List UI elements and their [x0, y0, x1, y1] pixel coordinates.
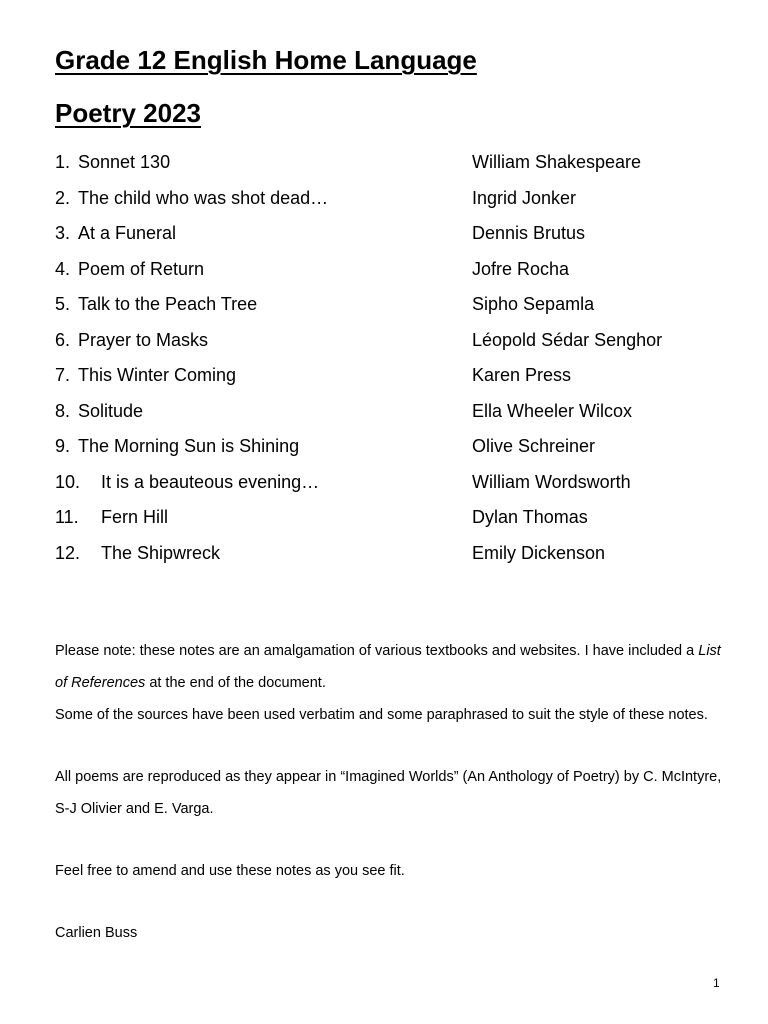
- poem-number: 4.: [55, 258, 71, 279]
- poem-list-item: [55, 326, 735, 362]
- poem-author: Dylan Thomas: [472, 507, 588, 527]
- poem-number: 6.: [55, 329, 71, 350]
- poem-author: Olive Schreiner: [472, 436, 596, 456]
- document-subtitle: Poetry 2023: [55, 98, 201, 128]
- poem-title: Poem of Return: [78, 258, 205, 279]
- spacer: [55, 825, 735, 855]
- poem-author: Sipho Sepamla: [472, 294, 595, 314]
- spacer: [55, 887, 735, 917]
- poem-author: Dennis Brutus: [472, 223, 586, 243]
- poem-number: 3.: [55, 223, 71, 243]
- poem-list-item: [55, 468, 735, 504]
- spacer: [55, 731, 735, 761]
- poem-list-item: [55, 432, 735, 468]
- poem-number: 5.: [55, 294, 71, 314]
- note-paragraph: [55, 635, 735, 699]
- sources-paragraph: Some of the sources have been used verbatim and some paraphrased to suit the style of these notes.: [55, 707, 708, 723]
- poem-list-item: [55, 503, 735, 539]
- poem-author: Jofre Rocha: [472, 258, 570, 279]
- poem-title: This Winter Coming: [78, 365, 237, 385]
- poem-author: William Wordsworth: [472, 471, 631, 492]
- poem-title: At a Funeral: [78, 223, 177, 243]
- poem-author: Léopold Sédar Senghor: [472, 329, 663, 350]
- page-number: 1: [713, 976, 720, 990]
- poem-author: William Shakespeare: [472, 152, 642, 172]
- poem-title: Prayer to Masks: [78, 329, 209, 350]
- reproduced-paragraph: All poems are reproduced as they appear in “Imagined Worlds” (An Anthology of Poetry) by C. McIntyre, S-J Olivier and E. Varga.: [55, 769, 722, 817]
- poem-number: 12.: [55, 542, 81, 563]
- poem-number: 2.: [55, 187, 71, 208]
- poem-author: Ella Wheeler Wilcox: [472, 400, 633, 421]
- poem-list-item: [55, 397, 735, 433]
- document-title: Grade 12 English Home Language: [55, 45, 477, 75]
- poem-number: 9.: [55, 436, 71, 456]
- poem-list-item: [55, 148, 735, 184]
- poem-number: 10.: [55, 471, 81, 492]
- poem-list-item: [55, 219, 735, 255]
- author-signature: Carlien Buss: [55, 925, 138, 941]
- poem-title: It is a beauteous evening…: [101, 471, 320, 492]
- poem-title: Sonnet 130: [78, 152, 171, 172]
- poem-list-item: [55, 255, 735, 291]
- poem-title: Talk to the Peach Tree: [78, 294, 258, 314]
- amend-paragraph: Feel free to amend and use these notes as you see fit.: [55, 863, 405, 879]
- poem-number: 1.: [55, 152, 71, 172]
- poem-number: 7.: [55, 365, 71, 385]
- poem-title: Solitude: [78, 400, 144, 421]
- references-label: List of References: [55, 643, 721, 691]
- poem-title: The child who was shot dead…: [78, 187, 329, 208]
- poem-number: 8.: [55, 400, 71, 421]
- poem-author: Ingrid Jonker: [472, 187, 577, 208]
- poem-list-item: [55, 361, 735, 397]
- poem-title: The Morning Sun is Shining: [78, 436, 300, 456]
- poem-number: 11.: [55, 507, 79, 527]
- poem-list-item: [55, 184, 735, 220]
- poem-list: [55, 148, 735, 574]
- poem-title: The Shipwreck: [101, 542, 221, 563]
- poem-list-item: [55, 290, 735, 326]
- note-end-text: at the end of the document.: [149, 675, 326, 691]
- notes-section: [55, 635, 735, 949]
- poem-author: Emily Dickenson: [472, 542, 606, 563]
- poem-author: Karen Press: [472, 365, 572, 385]
- note-intro-text: Please note: these notes are an amalgamation of various textbooks and websites. I have included a: [55, 643, 695, 659]
- poem-list-item: [55, 539, 735, 575]
- poem-title: Fern Hill: [101, 507, 169, 527]
